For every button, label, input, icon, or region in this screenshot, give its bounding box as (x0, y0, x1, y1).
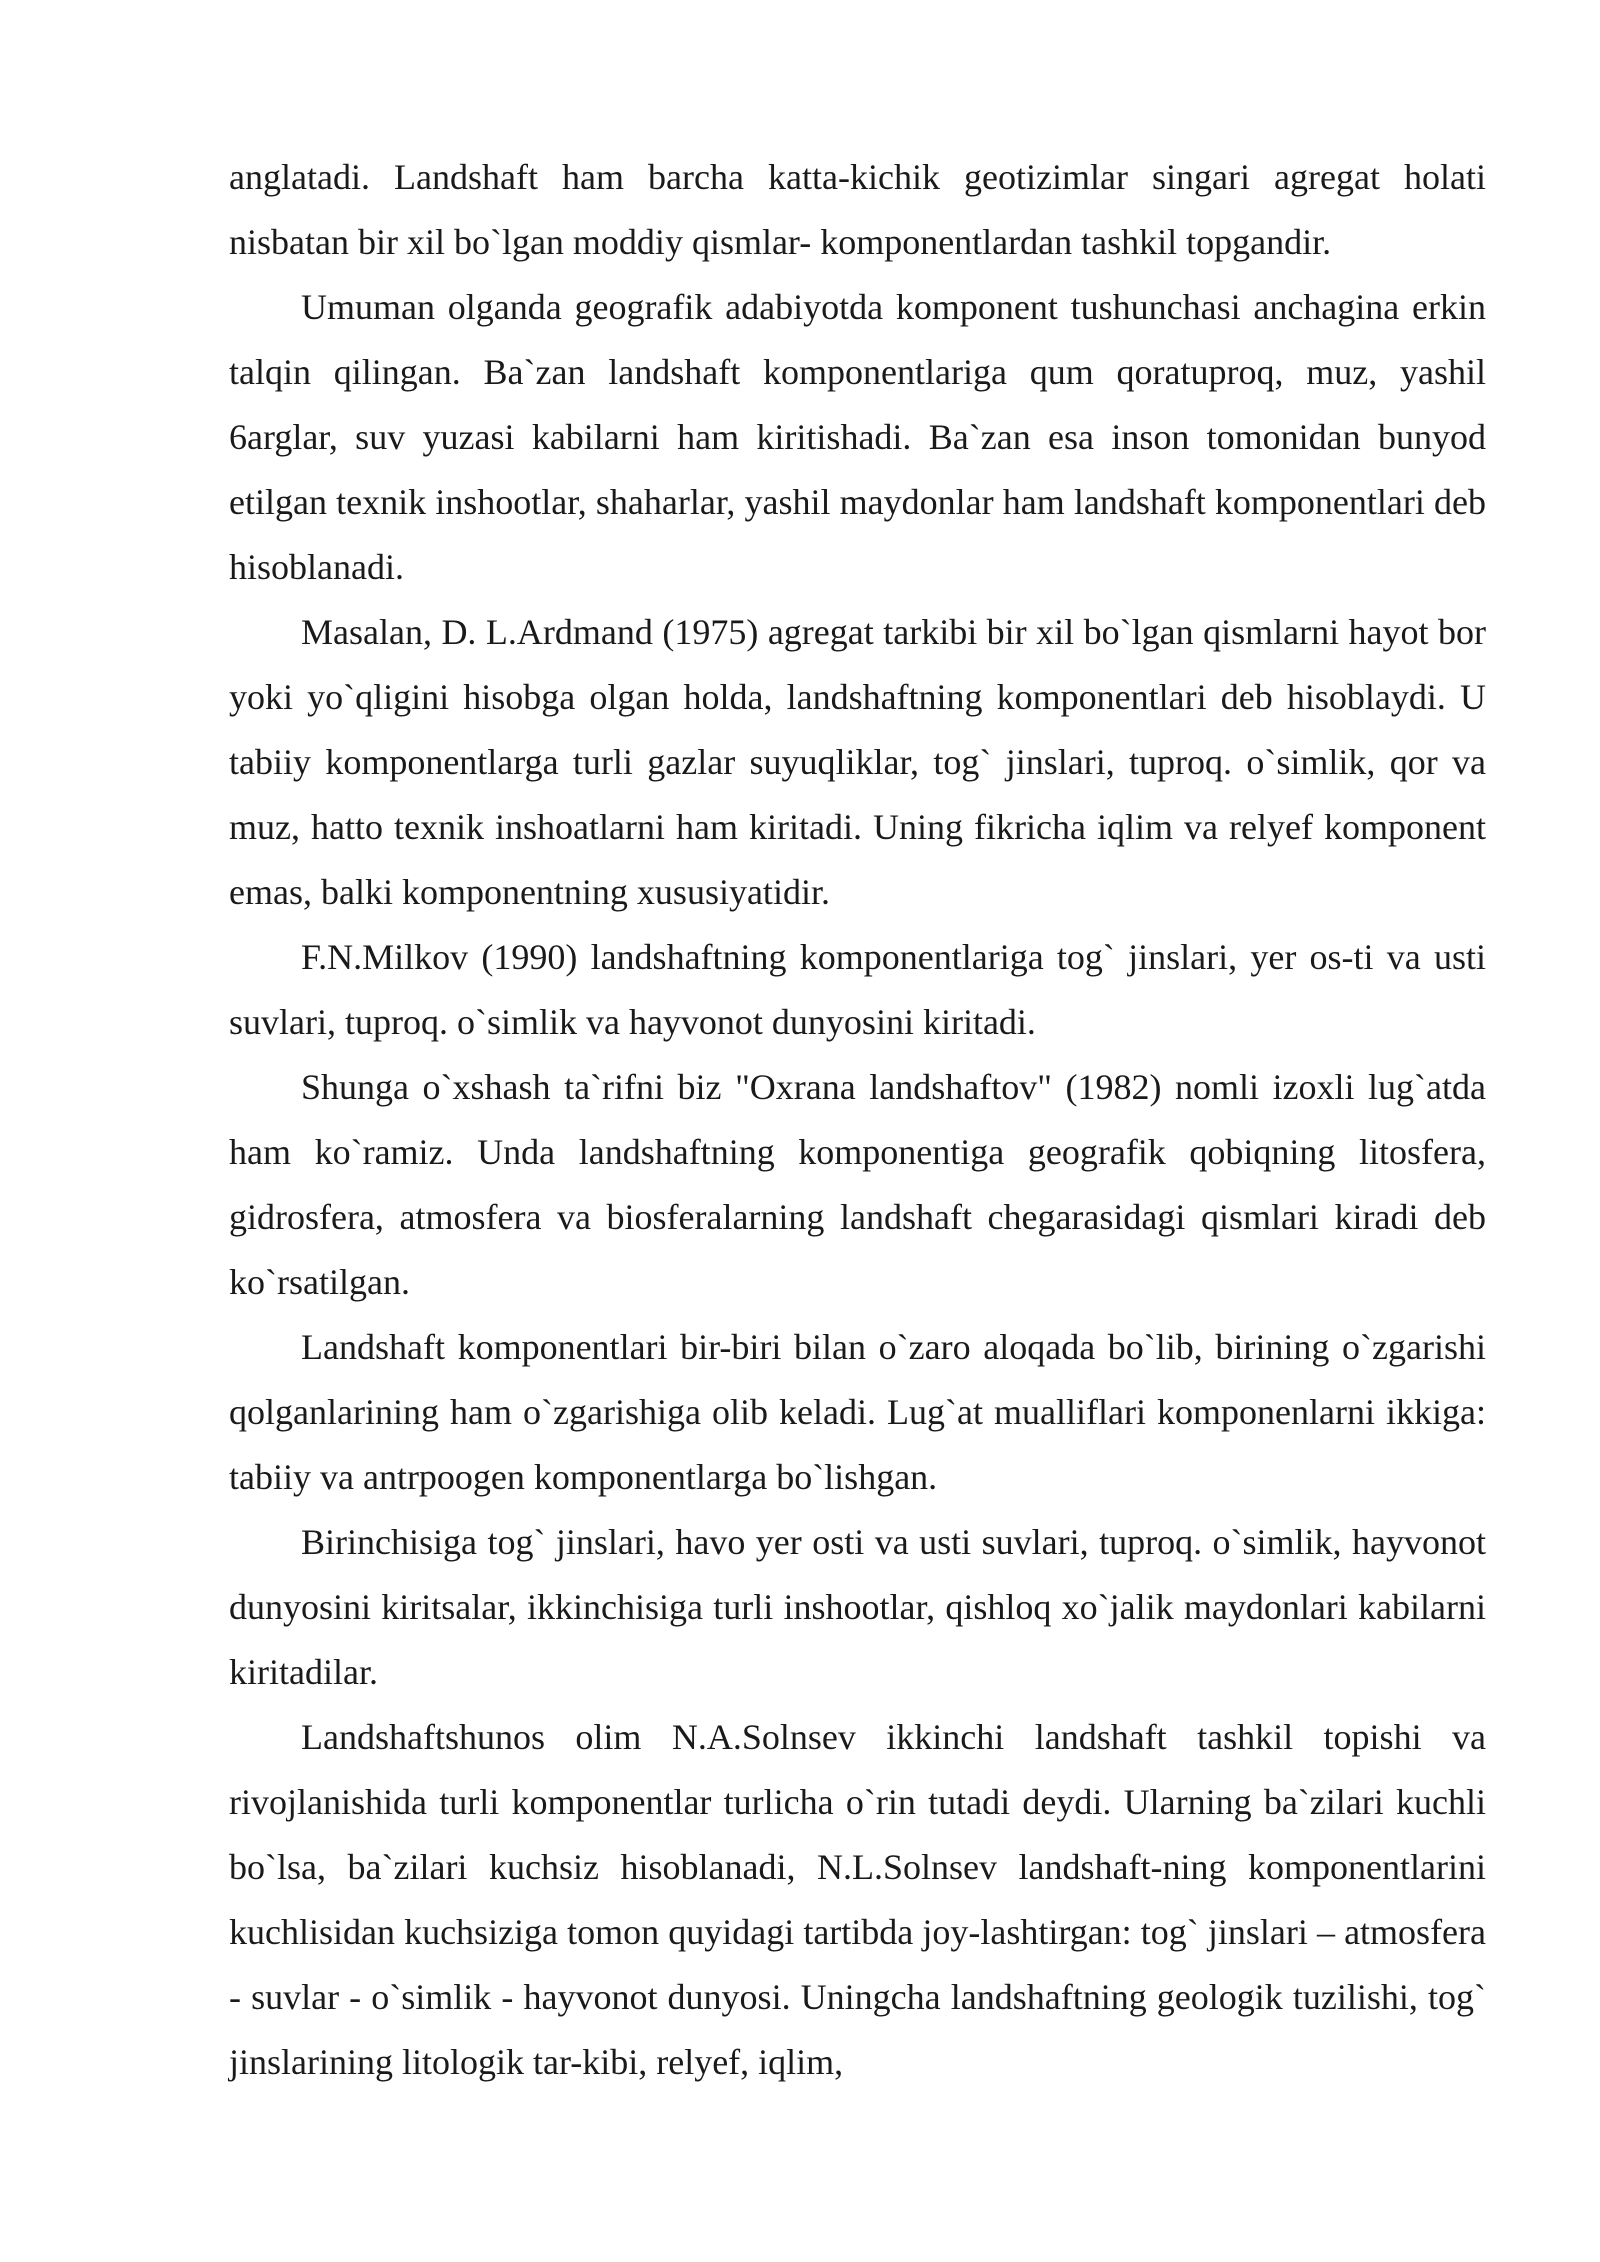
paragraph-1: anglatadi. Landshaft ham barcha katta-kichik geotizimlar singari agregat holati nisbatan bir xil bo`lgan moddiy qismlar- komponentlardan tashkil topgandir. (229, 157, 1486, 262)
paragraph-3: Masalan, D. L.Ardmand (1975) agregat tarkibi bir xil bo`lgan qismlarni hayot bor yoki yo`qligini hisobga olgan holda, landshaftning komponentlari deb hisoblaydi. U tabiiy komponentlarga turli gazlar suyuqliklar, tog` jinslari, tuproq. o`simlik, qor va muz, hatto texnik inshoatlarni ham kiritadi. Uning fikricha iqlim va relyef komponent emas, balki komponentning xususiyatidir. (229, 612, 1486, 912)
document-page (229, 145, 1486, 2095)
paragraph-6: Landshaft komponentlari bir-biri bilan o`zaro aloqada bo`lib, birining o`zgarishi qolganlarining ham o`zgarishiga olib keladi. Lug`at mualliflari komponenlarni ikkiga: tabiiy va antrpoogen komponentlarga bo`lishgan. (229, 1327, 1486, 1497)
paragraph-2: Umuman olganda geografik adabiyotda komponent tushunchasi anchagina erkin talqin qilingan. Ba`zan landshaft komponentlariga qum qoratuproq, muz, yashil 6arglar, suv yuzasi kabilarni ham kiritishadi. Ba`zan esa inson tomonidan bunyod etilgan texnik inshootlar, shaharlar, yashil maydonlar ham landshaft komponentlari deb hisoblanadi. (229, 287, 1486, 587)
paragraph-7: Birinchisiga tog` jinslari, havo yer osti va usti suvlari, tuproq. o`simlik, hayvonot dunyosini kiritsalar, ikkinchisiga turli inshootlar, qishloq xo`jalik maydonlari kabilarni kiritadilar. (229, 1522, 1486, 1692)
paragraph-5: Shunga o`xshash ta`rifni biz "Oxrana landshaftov" (1982) nomli izoxli lug`atda ham ko`ramiz. Unda landshaftning komponentiga geografik qobiqning litosfera, gidrosfera, atmosfera va biosferalarning landshaft chegarasidagi qismlari kiradi deb ko`rsatilgan. (229, 1067, 1486, 1302)
paragraph-4: F.N.Milkov (1990) landshaftning komponentlariga tog` jinslari, yer os-ti va usti suvlari, tuproq. o`simlik va hayvonot dunyosini kiritadi. (229, 937, 1486, 1042)
paragraph-8: Landshaftshunos olim N.A.Solnsev ikkinchi landshaft tashkil topishi va rivojlanishida turli komponentlar turlicha o`rin tutadi deydi. Ularning ba`zilari kuchli bo`lsa, ba`zilari kuchsiz hisoblanadi, N.L.Solnsev landshaft-ning komponentlarini kuchlisidan kuchsiziga tomon quyidagi tartibda joy-lashtirgan: tog` jinslari – atmosfera - suvlar - o`simlik - hayvonot dunyosi. Uningcha landshaftning geologik tuzilishi, tog` jinslarining litologik tar-kibi, relyef, iqlim, (229, 1717, 1486, 2082)
